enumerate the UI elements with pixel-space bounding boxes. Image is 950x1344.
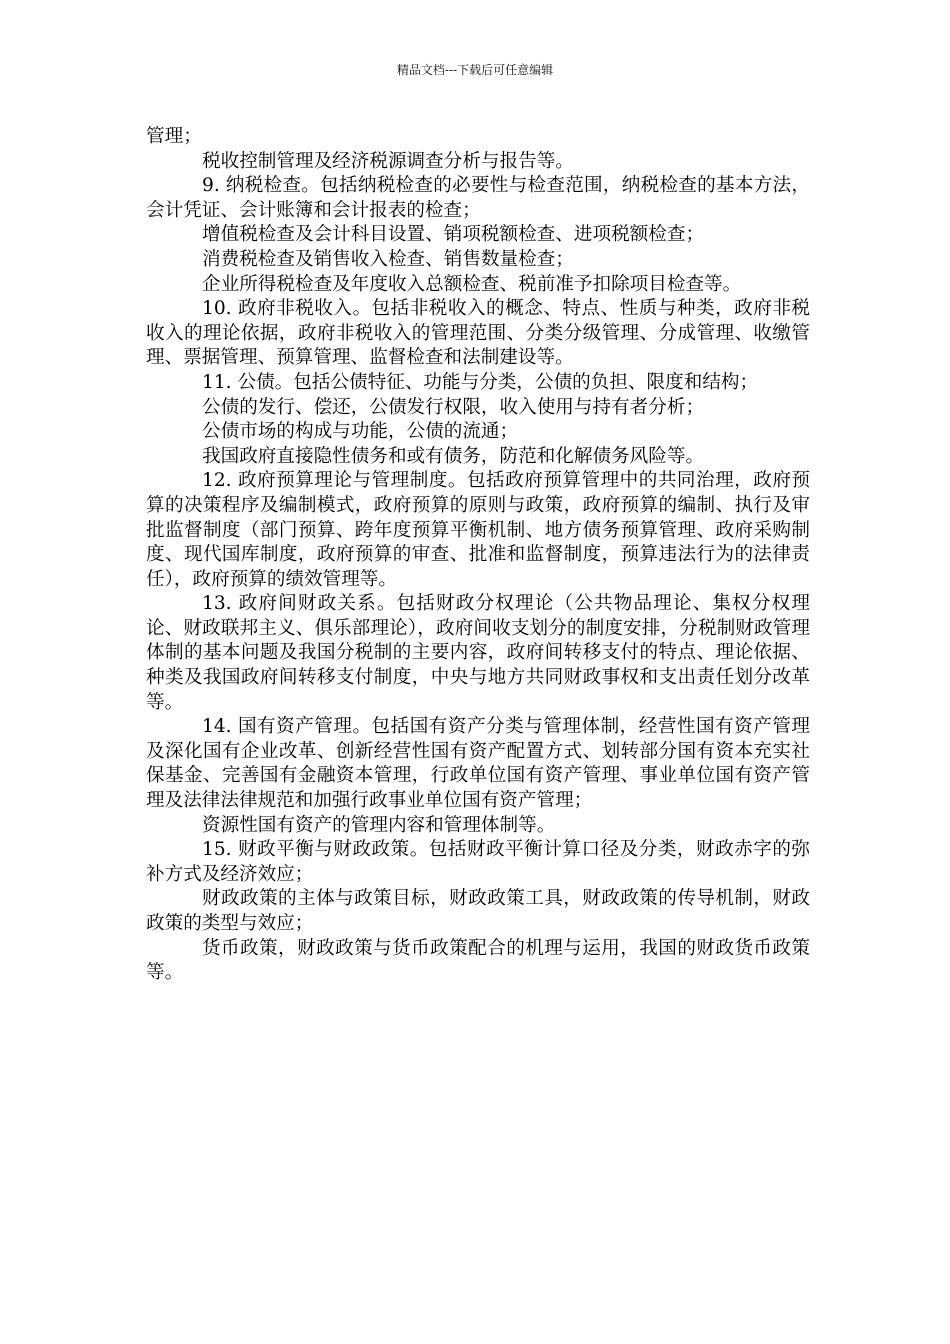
paragraph: 11. 公债。包括公债特征、功能与分类，公债的负担、限度和结构；: [202, 371, 759, 393]
paragraph: 13. 政府间财政关系。包括财政分权理论（公共物品理论、集权分权理论、财政联邦主义、俱乐部理论），政府间收支划分的制度安排，分税制财政管理体制的基本问题及我国分税制的主要内容，政府间转移支付的特点、理论依据、种类及我国政府间转移支付制度，中央与地方共同财政事权和支出责任划分改革等。: [146, 593, 810, 713]
paragraph: 10. 政府非税收入。包括非税收入的概念、特点、性质与种类，政府非税收入的理论依据，政府非税收入的管理范围、分类分级管理、分成管理、收缴管理、票据管理、预算管理、监督检查和法制建设等。: [146, 298, 810, 369]
paragraph: 财政政策的主体与政策目标，财政政策工具，财政政策的传导机制，财政政策的类型与效应；: [146, 888, 810, 934]
page-header: 精品文档---下载后可任意编辑: [396, 63, 554, 77]
paragraph: 9. 纳税检查。包括纳税检查的必要性与检查范围，纳税检查的基本方法，会计凭证、会计账簿和会计报表的检查；: [146, 175, 810, 221]
document-body: [146, 125, 810, 986]
paragraph: 增值税检查及会计科目设置、销项税额检查、进项税额检查；: [202, 224, 705, 246]
paragraph: 管理；: [146, 126, 202, 147]
paragraph: 公债的发行、偿还，公债发行权限，收入使用与持有者分析；: [202, 396, 705, 418]
paragraph: 货币政策，财政政策与货币政策配合的机理与运用，我国的财政货币政策等。: [146, 937, 810, 984]
paragraph: 资源性国有资产的管理内容和管理体制等。: [202, 814, 556, 836]
paragraph: 15. 财政平衡与财政政策。包括财政平衡计算口径及分类，财政赤字的弥补方式及经济效应；: [146, 839, 810, 885]
paragraph: 12. 政府预算理论与管理制度。包括政府预算管理中的共同治理，政府预算的决策程序及编制模式，政府预算的原则与政策，政府预算的编制、执行及审批监督制度（部门预算、跨年度预算平衡机制、地方债务预算管理、政府采购制度、现代国库制度，政府预算的审查、批准和监督制度，预算违法行为的法律责任），政府预算的绩效管理等。: [146, 470, 810, 590]
paragraph: 14. 国有资产管理。包括国有资产分类与管理体制，经营性国有资产管理及深化国有企业改革、创新经营性国有资产配置方式、划转部分国有资本充实社保基金、完善国有金融资本管理，行政单位国有资产管理、事业单位国有资产管理及法律法律规范和加强行政事业单位国有资产管理；: [146, 716, 810, 812]
paragraph: 企业所得税检查及年度收入总额检查、税前准予扣除项目检查等。: [202, 273, 742, 295]
paragraph: 公债市场的构成与功能，公债的流通；: [202, 421, 519, 443]
paragraph: 税收控制管理及经济税源调查分析与报告等。: [202, 150, 574, 172]
paragraph: 我国政府直接隐性债务和或有债务，防范和化解债务风险等。: [202, 445, 705, 467]
paragraph: 消费税检查及销售收入检查、销售数量检查；: [202, 248, 574, 270]
